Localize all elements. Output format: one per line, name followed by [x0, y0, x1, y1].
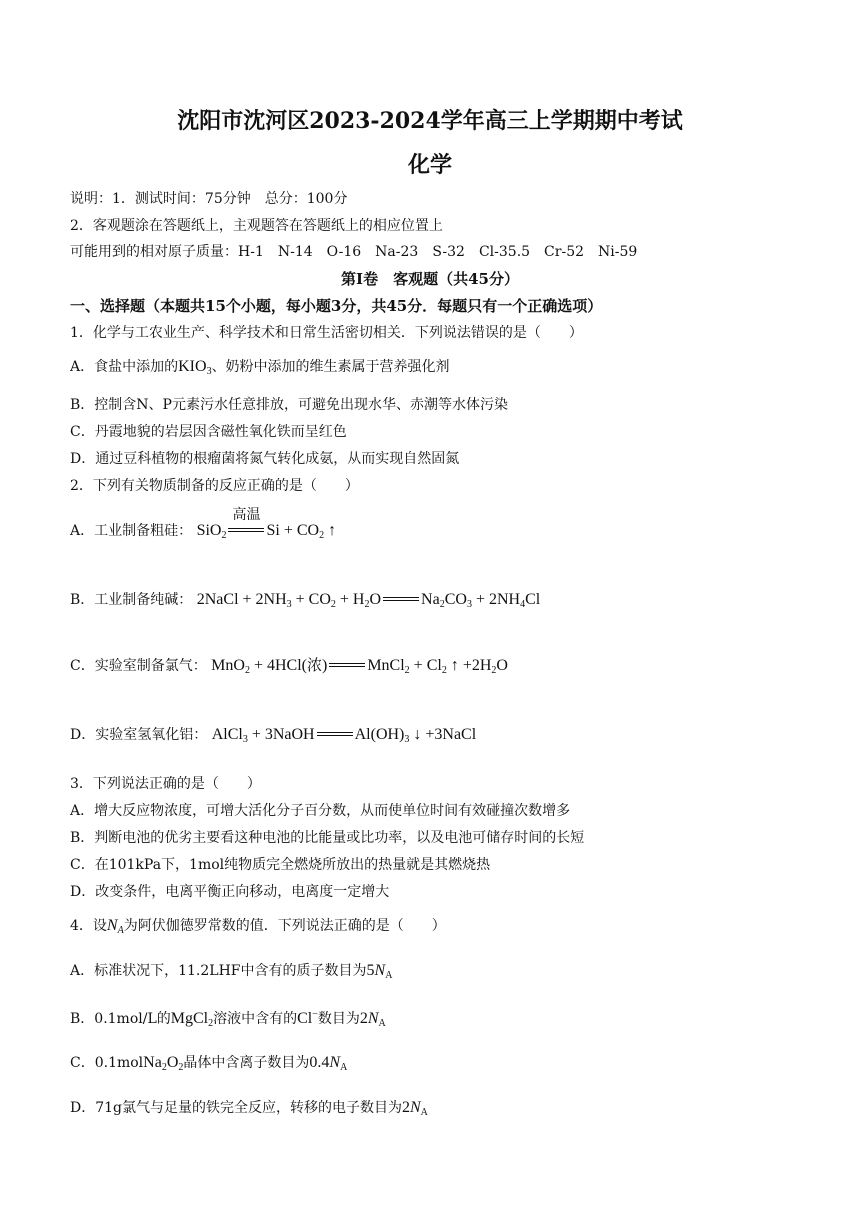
q1-stem: 1．化学与工农业生产、科学技术和日常生活密切相关．下列说法错误的是（ ） [70, 325, 583, 341]
q2-option-b: B．工业制备纯碱： 2NaCl + $2NH_3 + CO_2 + H_2O$ $Na_2CO_3 + 2NH_4Cl$ [70, 591, 541, 610]
section-heading: 一、选择题（本题共15个小题，每小题3分，共45分．每题只有一个正确选项） [70, 297, 603, 315]
q3-option-a: A．增大反应物浓度，可增大活化分子百分数，从而使单位时间有效碰撞次数增多 [70, 803, 571, 819]
note-line-1: 说明：1．测试时间：75分钟 总分：100分 [70, 191, 348, 207]
q2-option-a: A．工业制备粗硅： SiO$_2$ 高温 $Si + CO_2$ ↑ [70, 507, 337, 541]
q4-option-a: A．标准状况下，11.2LHF中含有的质子数目为$5N_A$ [70, 962, 393, 981]
q4-option-b: B．0.1mol/L的MgCl$_2$溶液中含有的Cl−数目为$2N_A$ [70, 1009, 386, 1029]
q1-option-b: B．控制含N、P元素污水任意排放，可避免出现水华、赤潮等水体污染 [70, 397, 508, 413]
q1-option-a: A．食盐中添加的$KIO_3$、奶粉中添加的维生素属于营养强化剂 [70, 358, 450, 377]
q3-option-b: B．判断电池的优劣主要看这种电池的比能量或比功率，以及电池可储存时间的长短 [70, 830, 585, 846]
q3-option-d: D．改变条件，电离平衡正向移动，电离度一定增大 [70, 884, 390, 900]
q1-option-c: C．丹霞地貌的岩层因含磁性氧化铁而呈红色 [70, 424, 347, 440]
subject-title: 化学 [407, 152, 452, 178]
reaction-condition: 高温 [232, 507, 261, 523]
q4-option-d: D．71g氯气与足量的铁完全反应，转移的电子数目为$2N_A$ [70, 1099, 428, 1118]
part1-heading: 第Ⅰ卷 客观题（共45分） [341, 270, 519, 288]
q2-option-c: C．实验室制备氯气： MnO$_2$ + 4HCl(浓) MnCl$_2$ + $Cl_2$ ↑ $+2H_2O$ [70, 657, 508, 676]
q4-stem: 4．设$N_A$为阿伏伽德罗常数的值．下列说法正确的是（ ） [70, 917, 446, 936]
q3-option-c: C．在101kPa下，1mol纯物质完全燃烧所放出的热量就是其燃烧热 [70, 857, 491, 873]
note-line-3: 可能用到的相对原子质量：H-1 N-14 O-16 Na-23 S-32 Cl-35.5 Cr-52 Ni-59 [70, 244, 638, 260]
q4-option-c: C．$0.1molNa_2O_2$晶体中含离子数目为$0.4N_A$ [70, 1054, 348, 1073]
note-line-2: 2．客观题涂在答题纸上，主观题答在答题纸上的相应位置上 [70, 218, 443, 234]
exam-title: 沈阳市沈河区2023-2024学年高三上学期期中考试 [177, 108, 683, 134]
q2-option-d: D．实验室氢氧化铝： AlCl$_3$ + 3NaOH $Al(OH)_3$ ↓ +3NaCl [70, 726, 477, 745]
q2-stem: 2．下列有关物质制备的反应正确的是（ ） [70, 478, 359, 494]
q1-option-d: D．通过豆科植物的根瘤菌将氮气转化成氨，从而实现自然固氮 [70, 451, 460, 467]
q3-stem: 3．下列说法正确的是（ ） [70, 776, 261, 792]
